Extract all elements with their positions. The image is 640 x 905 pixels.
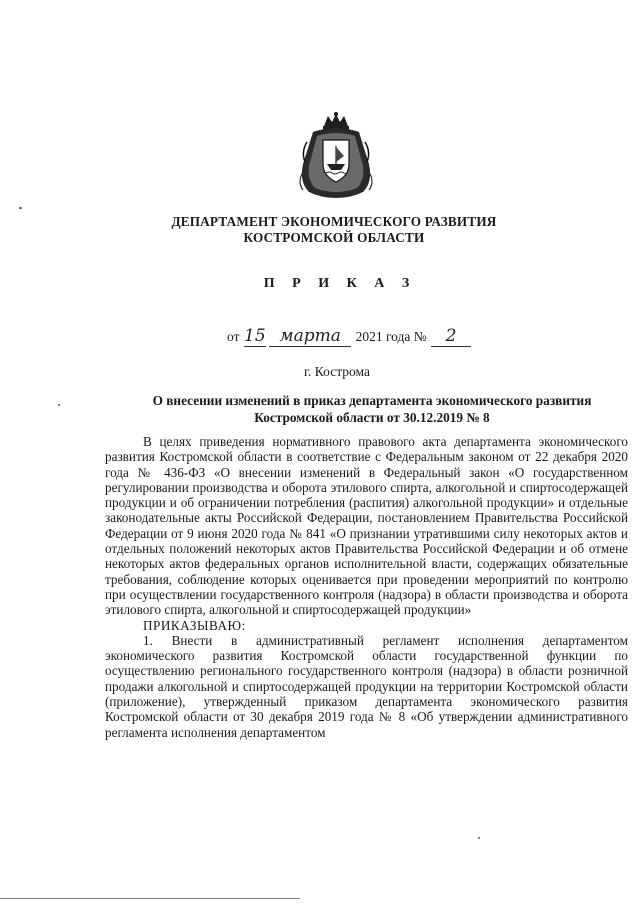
scan-speck bbox=[478, 837, 480, 839]
document-subject: О внесении изменений в приказ департамента экономического развития Костромской области от 30.12.2019 № 8 bbox=[152, 393, 592, 425]
department-name-line1: ДЕПАРТАМЕНТ ЭКОНОМИЧЕСКОГО РАЗВИТИЯ bbox=[171, 214, 497, 229]
scan-speck bbox=[19, 207, 22, 209]
coat-of-arms-icon bbox=[293, 112, 379, 200]
department-name-line2: КОСТРОМСКОЙ ОБЛАСТИ bbox=[243, 230, 425, 245]
item-1-paragraph: 1. Внести в административный регламент исполнения департаментом экономического развития Костромской области государственной функции по осуществлению регионального государственного контроля (надзора) в области розничной продажи алкогольной и спиртосодержащей продукции на территории Костромской области (приложение), утвержденный приказом департамента экономического развития Костромской области от 30 декабря 2019 года № 8 «Об утверждении административного регламента исполнения департаментом bbox=[105, 632, 628, 740]
city-line: г. Кострома bbox=[304, 364, 370, 379]
date-month: марта bbox=[269, 326, 351, 347]
date-prefix: от bbox=[227, 329, 240, 344]
document-type-title: П Р И К А З bbox=[263, 276, 417, 291]
preamble-paragraph: В целях приведения нормативного правового акта департамента экономического развития Костромской области в соответствие с Федеральным законом от 22 декабря 2020 года № 436-ФЗ «О внесении изменений в Федеральный закон «О государственном регулировании производства и оборота этилового спирта, алкогольной и спиртосодержащей продукции и об ограничении потребления (распития) алкогольной продукции» и отдельные законодательные акты Российской Федерации, постановлением Правительства Российской Федерации от 9 июня 2020 года № 841 «О признании утратившими силу некоторых актов и отдельных положений некоторых актов Правительства Российской Федерации и об отмене некоторых актов федеральных органов исполнительной власти, содержащих обязательные требования, соблюдение которых оценивается при проведении мероприятий по контролю при осуществлении государственного контроля (надзора) в области производства и оборота этилового спирта, алкогольной и спиртосодержащей продукции» bbox=[105, 434, 628, 618]
scan-edge-line bbox=[0, 898, 300, 899]
order-word: ПРИКАЗЫВАЮ: bbox=[143, 617, 246, 633]
date-day: 15 bbox=[244, 326, 266, 346]
date-year: 2021 года № bbox=[355, 329, 427, 344]
date-line bbox=[226, 326, 471, 347]
scan-speck bbox=[58, 404, 60, 406]
document-number: 2 bbox=[431, 326, 471, 347]
document-body bbox=[105, 434, 628, 740]
